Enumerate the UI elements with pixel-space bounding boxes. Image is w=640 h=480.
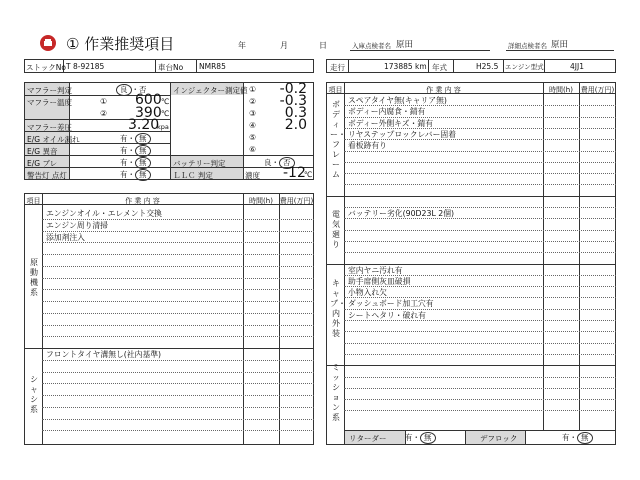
row-divider — [42, 419, 314, 420]
section-divider — [326, 196, 616, 197]
oil-leak-label: E/G オイル漏れ — [27, 135, 80, 144]
row-divider — [42, 242, 314, 243]
work-item: 助手席側灰皿破損 — [348, 276, 411, 286]
row-divider — [344, 241, 616, 242]
detail-inspector-label: 詳細点検者名 — [508, 42, 547, 50]
section-name: ボディー・フレーム — [330, 99, 346, 179]
injector-value: 0.3 — [284, 105, 307, 121]
mileage-label: 走行 — [330, 63, 345, 72]
page-title: ① 作業推奨項目 — [66, 35, 175, 53]
section-name: キャブ・内外装 — [330, 279, 346, 339]
intake-inspector-label: 入庫点検者名 — [352, 42, 391, 50]
intake-inspector: 原田 — [396, 40, 414, 50]
work-item: スペアタイヤ無(キャリア無) — [348, 96, 447, 105]
oil-leak-value: 有・ 無 — [120, 133, 151, 145]
model-value: NMR85 — [199, 62, 226, 71]
noise-label: E/G 異音 — [27, 147, 58, 156]
work-item: フロントタイヤ溝無し(社内基準) — [46, 350, 162, 359]
work-item: 添加剤注入 — [46, 232, 85, 242]
row-divider — [344, 377, 616, 378]
noise-value: 有・ 無 — [120, 145, 151, 157]
injector-no: ⑤ — [249, 133, 257, 142]
row-divider — [42, 383, 314, 384]
row-divider — [42, 266, 314, 267]
work-item: 小物入れ欠 — [348, 288, 387, 298]
row-divider — [344, 162, 616, 163]
work-item: ボディー外側キズ・錆有 — [348, 118, 433, 128]
row-divider — [344, 410, 616, 411]
row-divider — [42, 430, 314, 431]
row-divider — [42, 278, 314, 279]
work-item: エンジン周り清掃 — [46, 220, 108, 230]
row-divider — [42, 372, 314, 373]
injector-label: インジェクター測定値 — [173, 86, 248, 95]
row-divider — [344, 320, 616, 321]
pressure-label: マフラー差圧 — [27, 123, 72, 132]
detail-inspector: 原田 — [551, 40, 569, 50]
muffler-judge-label: マフラー判定 — [27, 86, 72, 95]
row-divider — [344, 230, 616, 231]
work-item: リヤステップロックレバー固着 — [348, 129, 456, 139]
injector-no: ① — [249, 85, 257, 94]
row-divider — [42, 289, 314, 290]
injector-value: -0.2 — [279, 81, 307, 97]
retarder-no: 無 — [420, 432, 436, 444]
row-divider — [344, 388, 616, 389]
row-divider — [344, 252, 616, 253]
injector-no: ③ — [249, 109, 257, 118]
work-item: ダッシュボード加工穴有 — [348, 299, 434, 309]
year-model-value: H25.5 — [476, 62, 499, 71]
injector-no: ② — [249, 97, 257, 106]
temp2-value: 390 — [135, 105, 162, 121]
work-item: シートヘタリ・破れ有 — [348, 310, 426, 320]
engine-label: エンジン型式 — [505, 63, 544, 71]
shake-no: 無 — [135, 157, 151, 169]
row-divider — [42, 313, 314, 314]
row-divider — [42, 336, 314, 337]
muffler-judge-sep: ・否 — [131, 85, 147, 94]
mileage-unit: km — [415, 62, 427, 71]
section-name: 原動機系 — [30, 257, 38, 297]
temp2-no: ② — [100, 109, 108, 118]
engine-value: 4JJ1 — [570, 62, 584, 71]
row-divider — [42, 395, 314, 396]
temp1-value: 600 — [135, 92, 162, 108]
llc-label: ＬＬＣ 判定 — [173, 171, 213, 180]
year-label: 年 — [238, 41, 246, 50]
injector-no: ⑥ — [249, 145, 257, 154]
row-divider — [42, 254, 314, 255]
right-header-time: 時間(h) — [549, 86, 573, 94]
temp1-unit: ℃ — [161, 97, 170, 106]
work-item: 看板跡有り — [348, 141, 387, 151]
row-divider — [344, 218, 616, 219]
oil-leak-no: 無 — [135, 133, 151, 145]
difflock-no: 無 — [577, 432, 593, 444]
injector-value: -0.3 — [279, 93, 307, 109]
concentration-value: -12 — [283, 165, 306, 181]
left-header-item: 項目 — [26, 197, 41, 205]
mileage-value: 173885 — [384, 62, 413, 71]
row-divider — [344, 399, 616, 400]
left-header-time: 時間(h) — [249, 197, 273, 205]
row-divider — [344, 331, 616, 332]
day-label: 日 — [319, 41, 327, 50]
battery-value: 良・ 否 — [264, 157, 295, 169]
stock-label: ストックNo — [26, 63, 66, 72]
warning-lamp-value: 有・ 無 — [120, 169, 151, 181]
model-label: 車台No — [158, 63, 184, 72]
temp1-no: ① — [100, 97, 108, 106]
left-header-content: 作 業 内 容 — [125, 197, 160, 205]
concentration-label: 濃度 — [245, 171, 260, 180]
pressure-unit: kpa — [157, 123, 169, 131]
difflock-label: デフロック — [480, 434, 518, 443]
section-divider — [326, 365, 616, 366]
difflock-value: 有・ 無 — [562, 432, 593, 444]
pressure-value: 3.20 — [128, 117, 160, 133]
muffler-judge-good: 良 — [116, 84, 132, 96]
muffler-temp-label: マフラー温度 — [27, 98, 72, 107]
noise-no: 無 — [135, 145, 151, 157]
row-divider — [344, 151, 616, 152]
row-divider — [344, 173, 616, 174]
shake-value: 有・ 無 — [120, 157, 151, 169]
row-divider — [42, 325, 314, 326]
work-item: バッテリー劣化(90D23L 2個) — [348, 209, 455, 218]
battery-bad: 否 — [279, 157, 295, 169]
work-item: 室内ヤニ汚れ有 — [348, 265, 403, 275]
logo-icon — [40, 35, 56, 51]
retarder-label: リターダー — [349, 434, 387, 443]
work-item: エンジンオイル・エレメント交換 — [46, 209, 162, 218]
injector-no: ④ — [249, 121, 257, 130]
temp2-unit: ℃ — [161, 109, 170, 118]
injector-value: 2.0 — [284, 117, 307, 133]
row-divider — [344, 343, 616, 344]
row-divider — [42, 407, 314, 408]
stock-value: T 8-92185 — [66, 62, 105, 71]
right-header-item: 項目 — [328, 86, 343, 94]
row-divider — [42, 360, 314, 361]
concentration-unit: ℃ — [304, 170, 313, 179]
retarder-value: 有・ 無 — [405, 432, 436, 444]
month-label: 月 — [280, 41, 288, 50]
row-divider — [344, 354, 616, 355]
battery-label: バッテリー判定 — [173, 159, 226, 168]
section-name: 電気廻り — [332, 209, 340, 249]
work-item: ボディー内腐食・錆有 — [348, 107, 426, 117]
left-header-cost: 費用(万円) — [279, 197, 314, 205]
section-name: ミッション系 — [332, 363, 340, 423]
section-name: シャシ系 — [30, 375, 38, 414]
row-divider — [344, 184, 616, 185]
row-divider — [42, 301, 314, 302]
right-header-content: 作 業 内 容 — [426, 86, 461, 94]
shake-label: E/G ブレ — [27, 159, 58, 168]
year-model-label: 年式 — [432, 63, 447, 72]
right-header-cost: 費用(万円) — [580, 86, 615, 94]
warning-no: 無 — [135, 169, 151, 181]
warning-lamp-label: 警告灯 点灯 — [27, 171, 67, 180]
